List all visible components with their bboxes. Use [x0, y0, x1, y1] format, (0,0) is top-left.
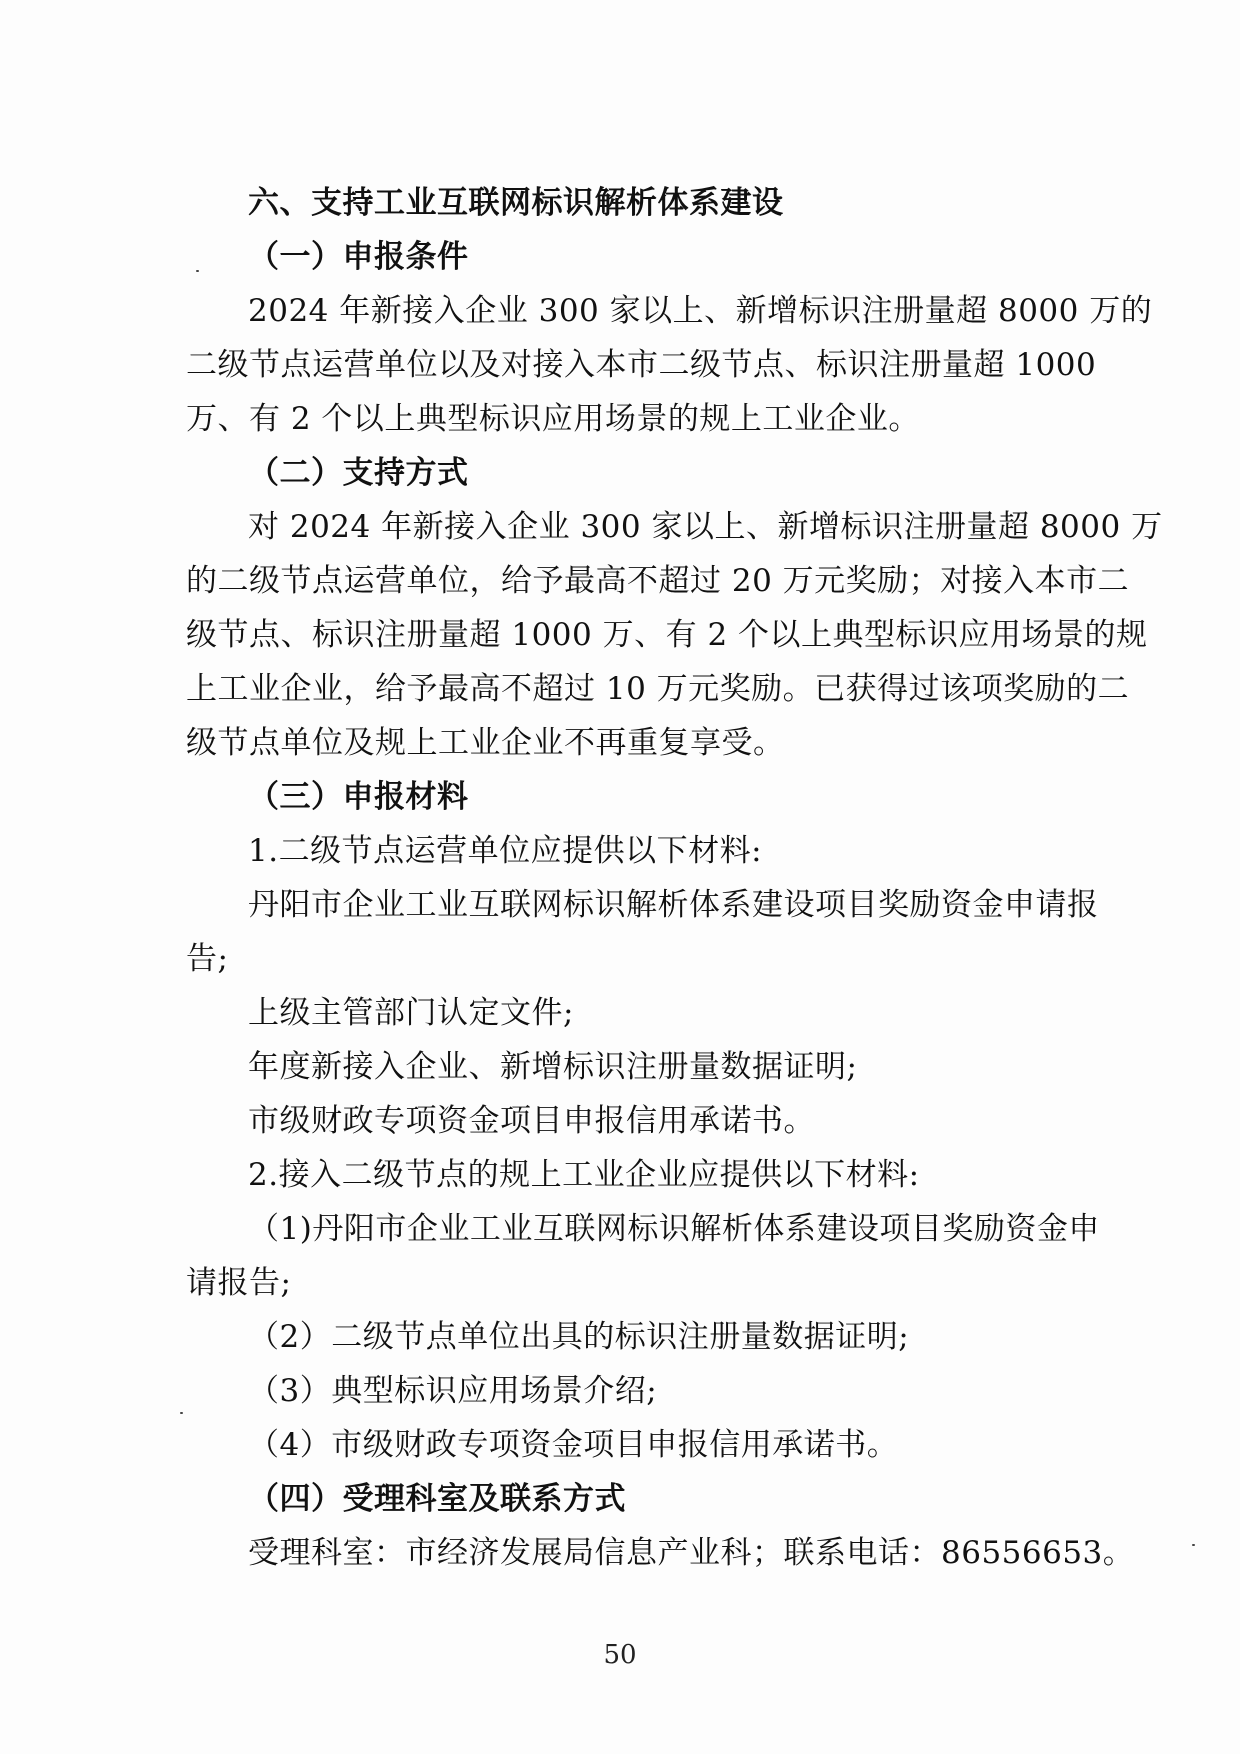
part1-line-1: 2024 年新接入企业 300 家以上、新增标识注册量超 8000 万的 [248, 293, 1153, 329]
part2-line-3: 级节点、标识注册量超 1000 万、有 2 个以上典型标识应用场景的规 [186, 617, 1148, 653]
part3-sub2-item-1a: （1)丹阳市企业工业互联网标识解析体系建设项目奖励资金申 [248, 1211, 1100, 1247]
part2-line-5: 级节点单位及规上工业企业不再重复享受。 [186, 725, 785, 761]
document-body [186, 176, 1163, 1580]
scan-speck [196, 270, 199, 272]
part3-sub2-item-1b: 请报告; [186, 1265, 292, 1301]
part3-sub1-title: 1.二级节点运营单位应提供以下材料: [248, 833, 763, 869]
part3-sub1-item-2: 上级主管部门认定文件; [248, 995, 574, 1031]
part2-line-1: 对 2024 年新接入企业 300 家以上、新增标识注册量超 8000 万 [248, 509, 1163, 545]
part3-sub2-item-3: （3）典型标识应用场景介绍; [248, 1373, 658, 1409]
part4-heading: （四）受理科室及联系方式 [248, 1481, 626, 1517]
part2-line-4: 上工业企业，给予最高不超过 10 万元奖励。已获得过该项奖励的二 [186, 671, 1130, 707]
part3-sub1-item-1b: 告; [186, 941, 229, 977]
part3-sub1-item-3: 年度新接入企业、新增标识注册量数据证明; [248, 1049, 858, 1085]
part2-heading: （二）支持方式 [248, 455, 469, 491]
part3-sub1-item-4: 市级财政专项资金项目申报信用承诺书。 [248, 1103, 815, 1139]
scan-speck [1192, 1544, 1195, 1546]
part2-line-2: 的二级节点运营单位，给予最高不超过 20 万元奖励；对接入本市二 [186, 563, 1130, 599]
part1-heading: （一）申报条件 [248, 239, 469, 275]
part3-sub2-title: 2.接入二级节点的规上工业企业应提供以下材料: [248, 1157, 920, 1193]
scan-speck [180, 1412, 183, 1414]
part3-sub2-item-2: （2）二级节点单位出具的标识注册量数据证明; [248, 1319, 910, 1355]
section-title: 六、支持工业互联网标识解析体系建设 [248, 185, 784, 221]
page-number: 50 [603, 1640, 637, 1670]
part3-sub2-item-4: （4）市级财政专项资金项目申报信用承诺书。 [248, 1427, 899, 1463]
part3-sub1-item-1a: 丹阳市企业工业互联网标识解析体系建设项目奖励资金申请报 [248, 887, 1099, 923]
part1-line-3: 万、有 2 个以上典型标识应用场景的规上工业企业。 [186, 401, 920, 437]
part4-contact-line: 受理科室：市经济发展局信息产业科；联系电话：86556653。 [248, 1535, 1135, 1571]
part1-line-2: 二级节点运营单位以及对接入本市二级节点、标识注册量超 1000 [186, 347, 1097, 383]
part3-heading: （三）申报材料 [248, 779, 469, 815]
